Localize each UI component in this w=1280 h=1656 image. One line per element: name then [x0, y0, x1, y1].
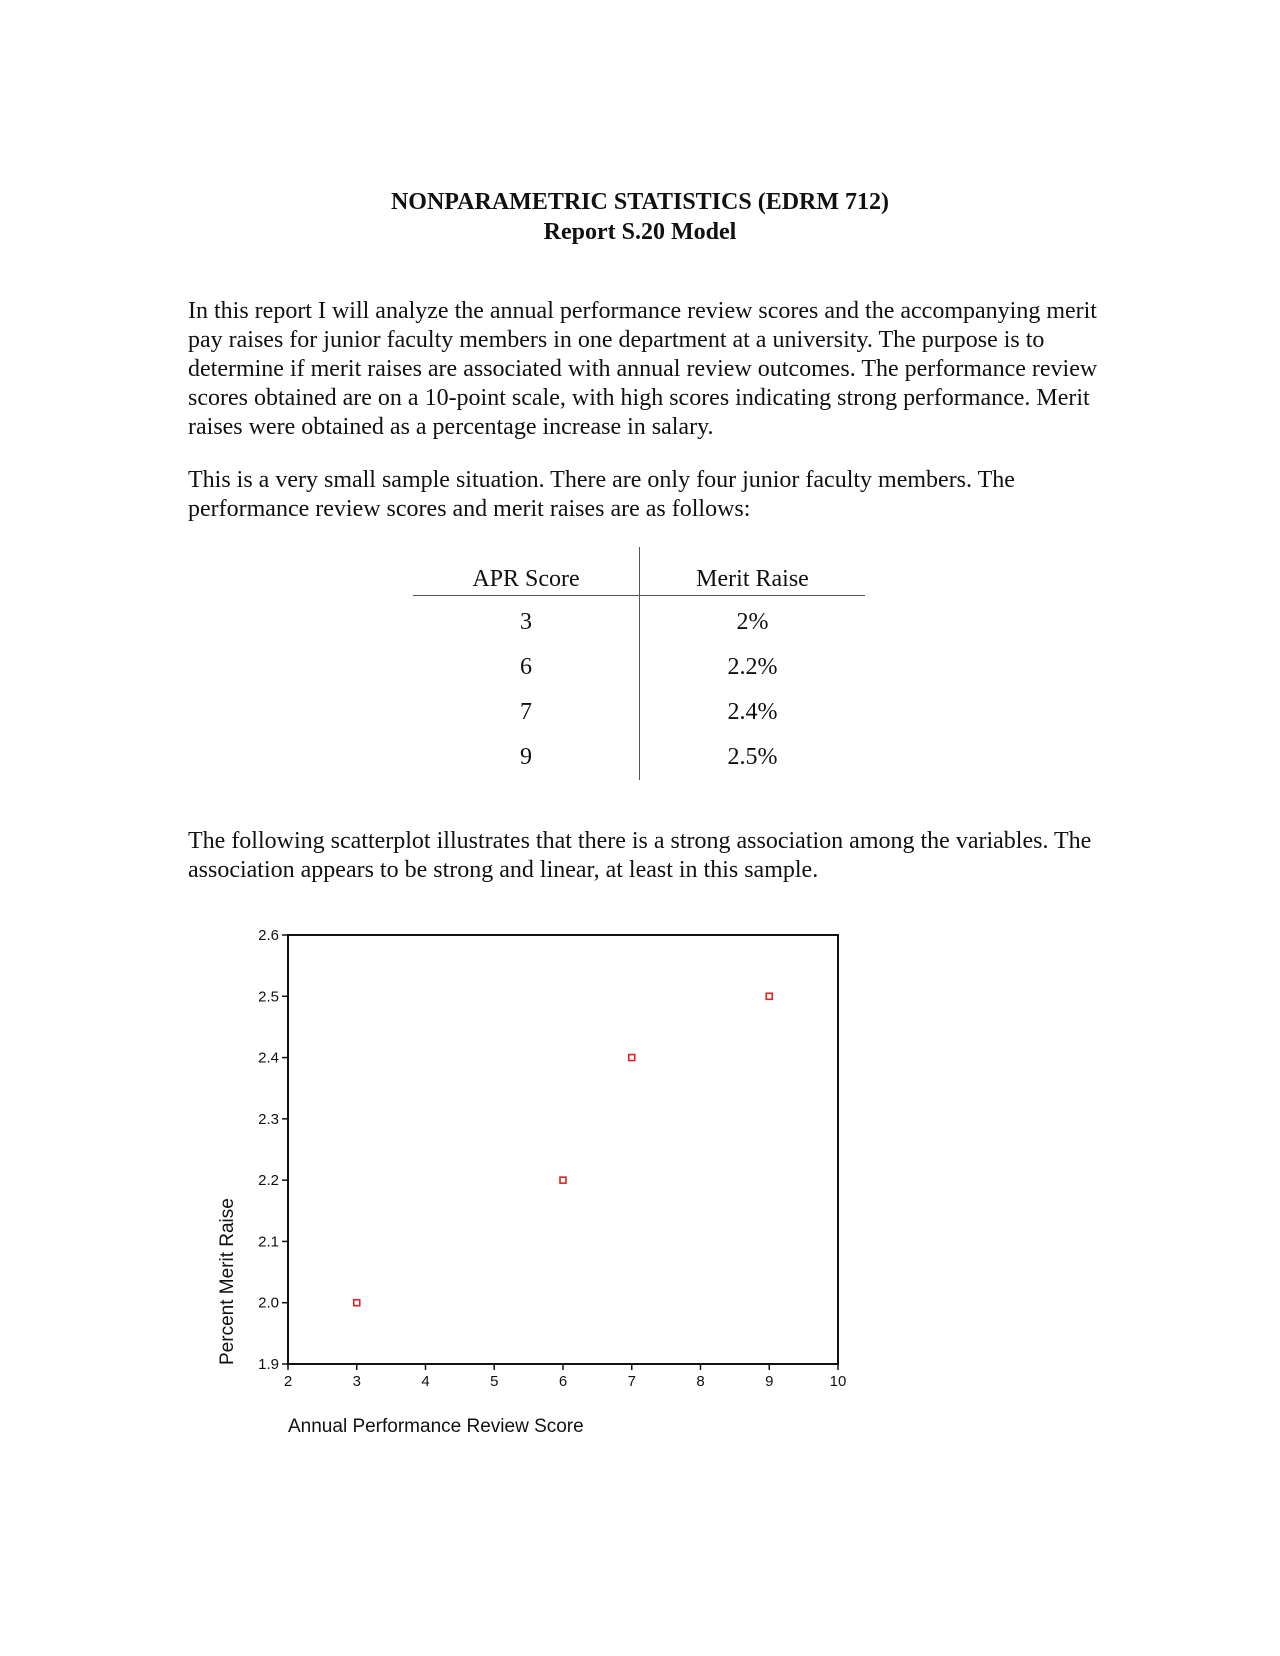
- y-tick-label: 2.2: [258, 1172, 279, 1190]
- x-axis-label: Annual Performance Review Score: [288, 1416, 584, 1437]
- title-block: [0, 187, 1280, 247]
- x-tick-label: 7: [627, 1373, 636, 1390]
- column-header-apr-score: APR Score: [413, 547, 640, 596]
- apr-score-cell: 3: [413, 596, 640, 646]
- y-tick-label: 2.5: [258, 988, 279, 1006]
- table-row: [413, 690, 865, 735]
- table-row: [413, 645, 865, 690]
- x-tick-label: 3: [352, 1373, 361, 1390]
- apr-score-cell: 7: [413, 690, 640, 735]
- x-axis: [284, 1364, 847, 1390]
- x-tick-label: 2: [283, 1373, 293, 1390]
- y-tick-label: 2.1: [258, 1233, 279, 1251]
- merit-raise-cell: 2%: [736, 609, 769, 635]
- column-header-merit-raise: Merit Raise: [640, 547, 866, 596]
- course-title: NONPARAMETRIC STATISTICS (EDRM 712): [390, 189, 890, 215]
- data-points: [354, 993, 773, 1305]
- apr-score-cell: 6: [413, 645, 640, 690]
- x-tick-label: 6: [558, 1373, 568, 1390]
- table-header-row: [413, 547, 865, 596]
- sample-paragraph: This is a very small sample situation. There are only four junior faculty members. The performance review scores and merit raises are as follows:: [188, 467, 1015, 522]
- data-table: [413, 547, 865, 780]
- y-tick-label: 2.6: [258, 927, 279, 944]
- x-tick-label: 4: [421, 1373, 430, 1390]
- merit-raise-cell: 2.4%: [727, 699, 778, 725]
- data-point: [629, 1055, 635, 1061]
- data-point: [766, 993, 772, 999]
- x-tick-label: 9: [765, 1373, 774, 1390]
- merit-raise-cell: 2.5%: [727, 744, 778, 770]
- apr-score-cell: 9: [413, 735, 640, 780]
- y-tick-label: 2.4: [258, 1049, 279, 1067]
- data-point: [354, 1300, 360, 1306]
- x-tick-label: 8: [696, 1373, 705, 1390]
- intro-paragraph: In this report I will analyze the annual performance review scores and the accompanying merit pay raises for junior faculty members in one department at a university. The purpose is to determine if merit raises are associated with annual review outcomes. The performance review scores obtained are on a 10-point scale, with high scores indicating strong performance. Merit raises were obtained as a percentage increase in salary.: [188, 298, 1098, 440]
- y-axis: [258, 927, 288, 1373]
- y-axis-label: Percent Merit Raise: [217, 1198, 238, 1365]
- x-tick-label: 5: [490, 1373, 499, 1390]
- plot-frame: [288, 935, 838, 1364]
- x-tick-label: 10: [829, 1373, 847, 1390]
- scatterplot: [200, 915, 860, 1445]
- y-tick-label: 1.9: [258, 1356, 279, 1373]
- merit-raise-cell: 2.2%: [727, 654, 778, 680]
- table-row: [413, 735, 865, 780]
- report-title: Report S.20 Model: [543, 219, 737, 245]
- y-tick-label: 2.3: [258, 1110, 279, 1128]
- data-point: [560, 1177, 566, 1183]
- y-tick-label: 2.0: [258, 1294, 279, 1312]
- table-row: [413, 596, 865, 646]
- scatterplot-paragraph: The following scatterplot illustrates that there is a strong association among the variables. The association appears to be strong and linear, at least in this sample.: [188, 828, 1092, 883]
